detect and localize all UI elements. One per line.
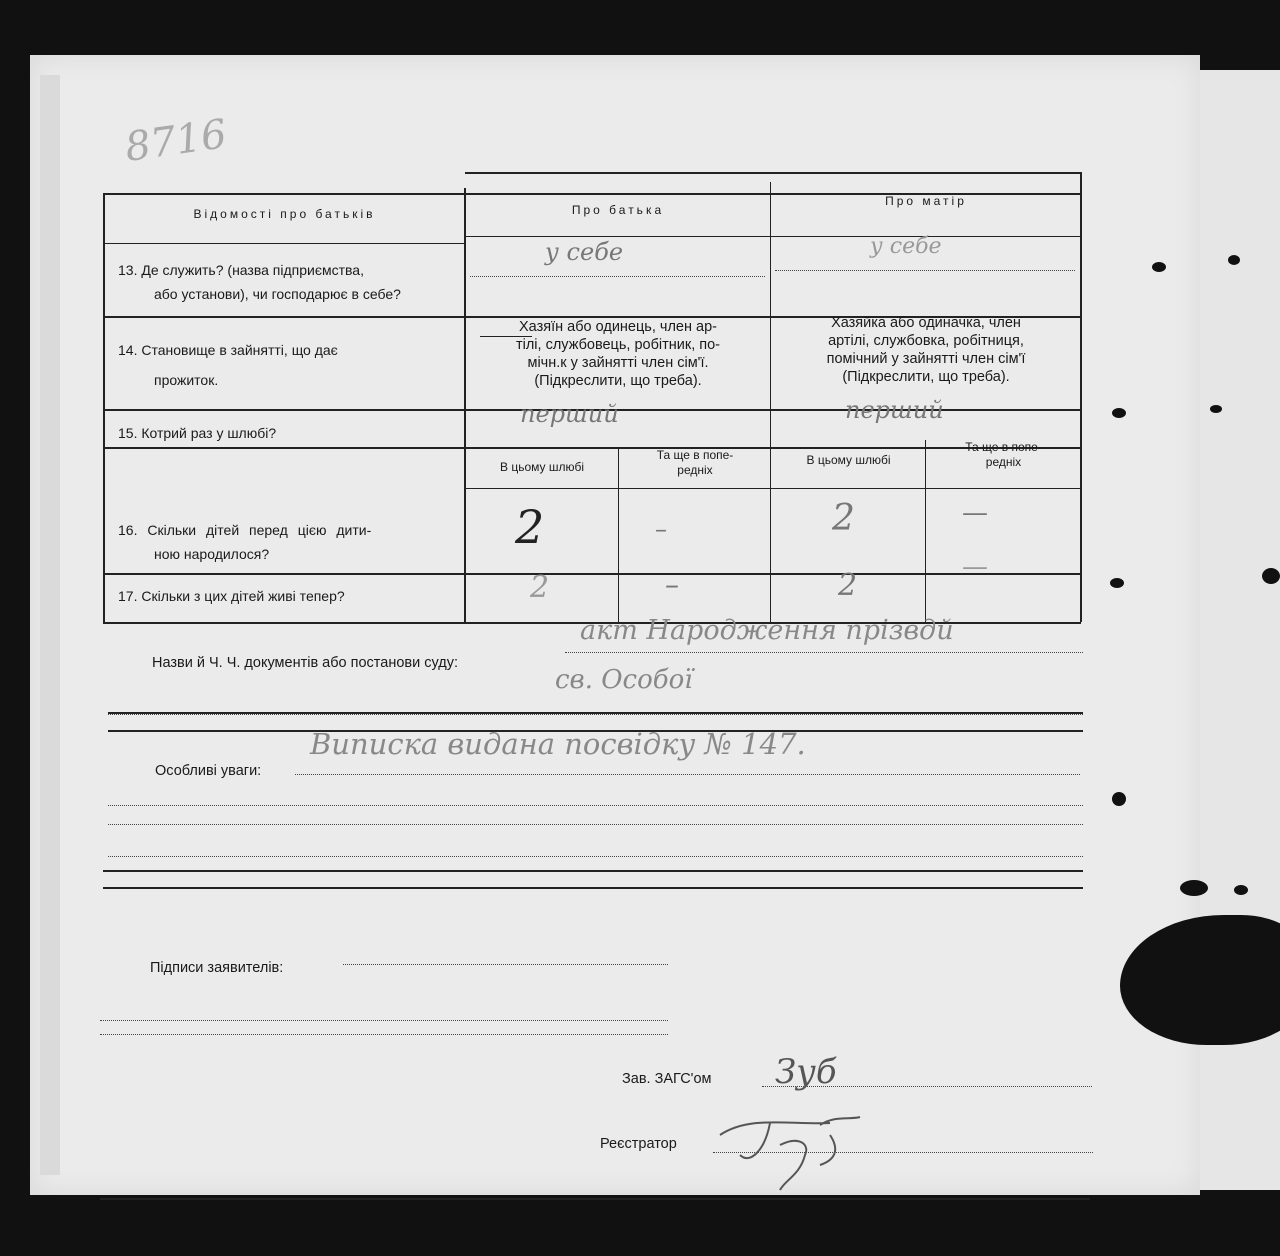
q16-father-prev: – (655, 515, 667, 543)
remarks-value: Виписка видана посвідку № 147. (310, 727, 806, 761)
subheader-mother-this: В цьому шлюбі (806, 453, 891, 467)
q15-label: 15. Котрий раз у шлюбі? (118, 425, 277, 441)
q17-mother-this: 2 (838, 568, 858, 603)
q16-mother-this: 2 (832, 498, 855, 539)
q13-label: 13. Де служить? (назва підприємства, або установи), чи господарює в себе? (118, 262, 401, 302)
q15-father-value: перший (520, 400, 619, 428)
q14-father-underline (480, 336, 532, 337)
q16-mother-prev: — (962, 498, 988, 528)
q15-mother-value: перший (845, 396, 944, 424)
q13-mother-value: у себе (870, 234, 942, 259)
head-label: Зав. ЗАГС'ом (622, 1071, 712, 1087)
archive-number: 8716 (122, 111, 230, 171)
applicants-label: Підписи заявителів: (150, 960, 284, 976)
remarks-label: Особливі уваги: (155, 763, 262, 779)
q17-label: 17. Скільки з цих дітей живі тепер? (118, 588, 345, 604)
subheader-father-prev: Та ще в попе- редніх (656, 448, 734, 477)
q16-label: 16. Скільки дітей перед цією дити- ною народилося? (118, 522, 372, 562)
q13-father-value: у себе (545, 238, 624, 266)
q17-father-this: 2 (530, 570, 550, 605)
q16-father-this: 2 (515, 500, 545, 554)
header-mother: Про матір (885, 194, 967, 208)
documents-value-line1: акт Народження прізвдй (580, 615, 954, 646)
head-signature: Зуб (775, 1052, 837, 1092)
q14-father-options: Хазяїн або одинець, член ар- тілі, службовець, робітник, по- мічн.к у зайнятті член сім'ї. (Підкреслити, що треба). (515, 319, 721, 389)
documents-value-line2: св. Особої (555, 665, 693, 695)
q17-father-prev: – (665, 568, 679, 601)
subheader-mother-prev: Та ще в попе- редніх (965, 440, 1042, 469)
header-parents-info: Відомості про батьків (193, 207, 376, 221)
q17-mother-prev: — (962, 552, 988, 582)
q14-mother-options: Хазяйка або одиначка, член артілі, службовка, робітниця, помічний у зайнятті член сім'ї (Підкреслити, що треба). (826, 315, 1026, 385)
header-father: Про батька (571, 203, 665, 217)
q14-label: 14. Становище в зайнятті, що дає прожиток. (118, 342, 338, 388)
registrar-label: Реєстратор (600, 1136, 677, 1152)
registrar-signature (710, 1095, 890, 1195)
subheader-father-this: В цьому шлюбі (499, 460, 585, 474)
documents-label: Назви й Ч. Ч. документів або постанови суду: (152, 655, 459, 671)
page-edge (40, 75, 60, 1175)
